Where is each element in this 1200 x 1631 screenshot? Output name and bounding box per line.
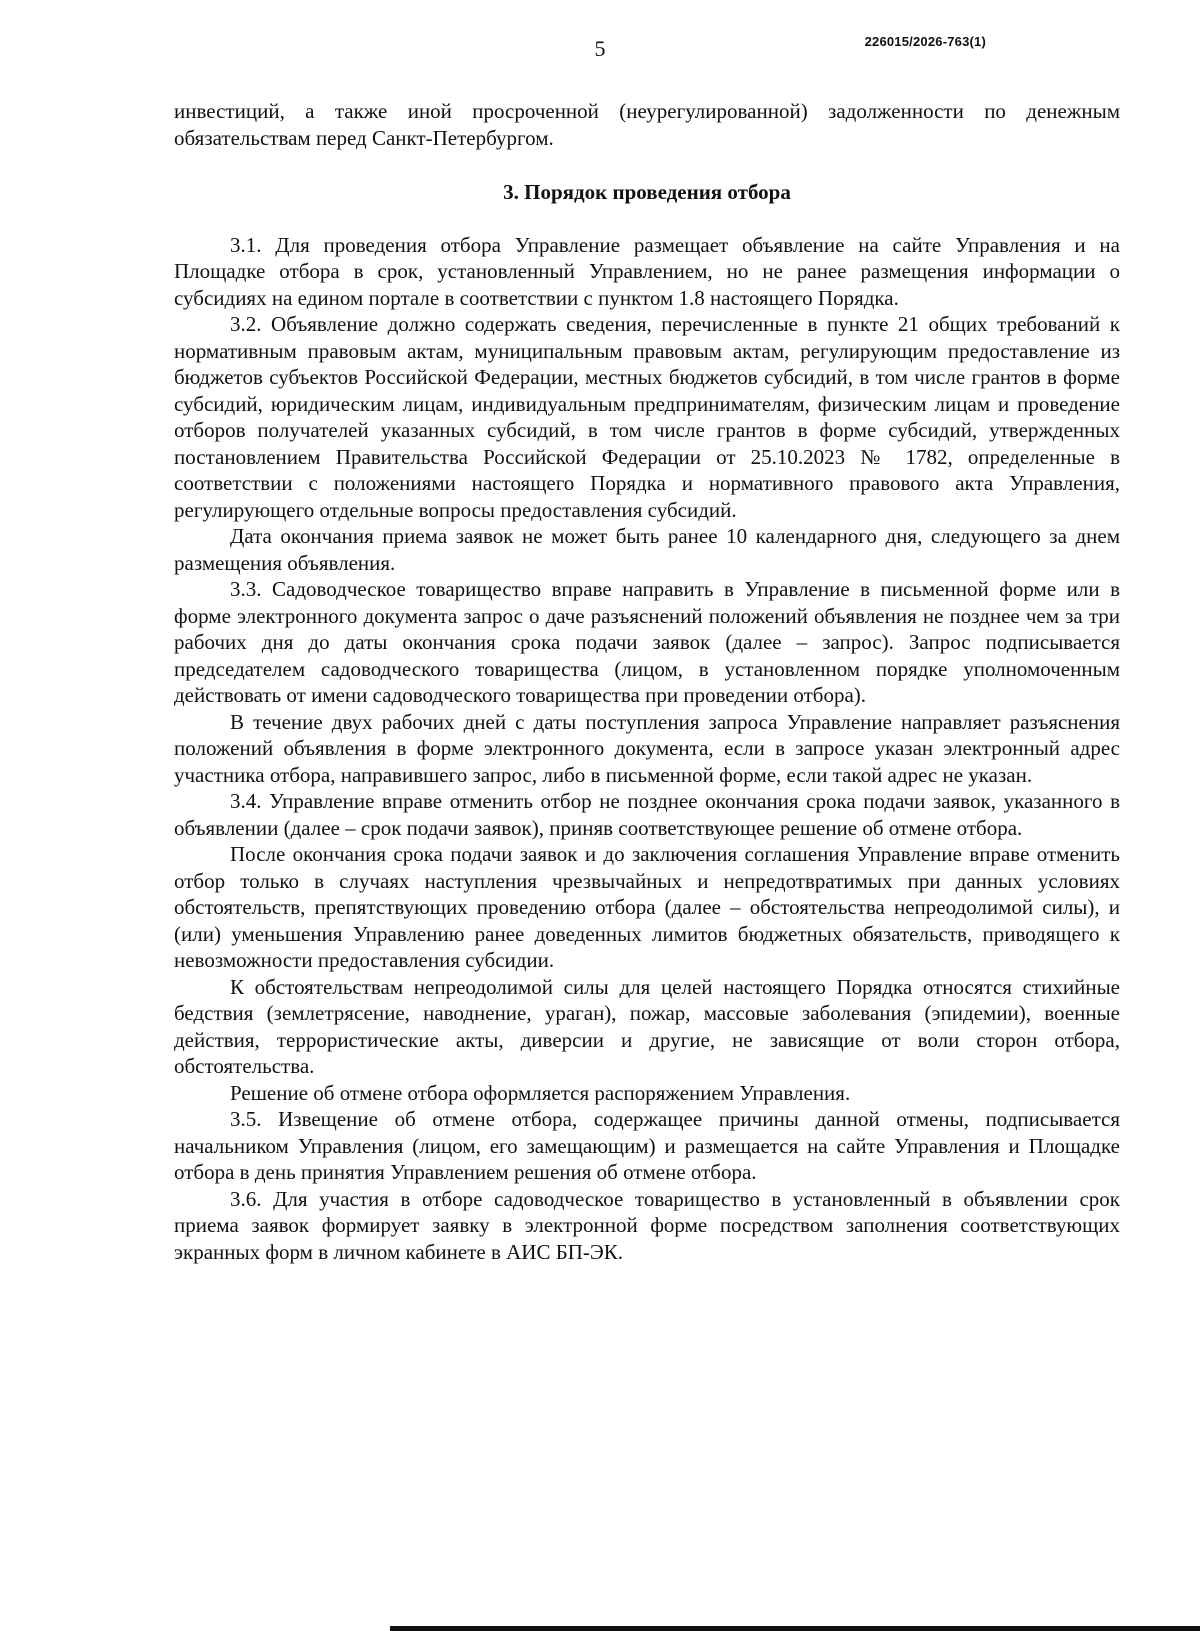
bottom-rule <box>390 1626 1200 1631</box>
document-body <box>174 98 1120 1265</box>
paragraph-3-5: 3.5. Извещение об отмене отбора, содержащее причины данной отмены, подписывается начальником Управления (лицом, его замещающим) и размещается на сайте Управления и Площадке отбора в день принятия Управлением решения об отмене отбора. <box>174 1107 1120 1184</box>
intro-paragraph: инвестиций, а также иной просроченной (неурегулированной) задолженности по денежным обязательствам перед Санкт-Петербургом. <box>174 99 1120 150</box>
paragraph-clarification: В течение двух рабочих дней с даты поступления запроса Управление направляет разъяснения положений объявления в форме электронного документа, если в запросе указан электронный адрес участника отбора, направившего запрос, либо в письменной форме, если такой адрес не указан. <box>174 709 1120 787</box>
paragraph-force-majeure: К обстоятельствам непреодолимой силы для целей настоящего Порядка относятся стихийные бедствия (землетрясение, наводнение, ураган), пожар, массовые заболевания (эпидемии), военные действия, террористические акты, диверсии и другие, не зависящие от воли сторон отбора, обстоятельства. <box>174 974 1120 1078</box>
paragraph-deadline: Дата окончания приема заявок не может быть ранее 10 календарного дня, следующего за днем размещения объявления. <box>174 524 1120 575</box>
section-title: 3. Порядок проведения отбора <box>503 180 791 204</box>
page-number: 5 <box>594 36 606 61</box>
paragraph-after-deadline: После окончания срока подачи заявок и до заключения соглашения Управление вправе отменить отбор только в случаях наступления чрезвычайных и непредотвратимых при данных условиях обстоятельств, препятствующих проведению отбора (далее – обстоятельства непреодолимой силы), и (или) уменьшения Управлению ранее доведенных лимитов бюджетных обязательств, приводящего к невозможности предоставления субсидии. <box>174 842 1120 972</box>
paragraph-3-4: 3.4. Управление вправе отменить отбор не позднее окончания срока подачи заявок, указанного в объявлении (далее – срок подачи заявок), приняв соответствующее решение об отмене отбора. <box>174 789 1120 840</box>
paragraph-3-1: 3.1. Для проведения отбора Управление размещает объявление на сайте Управления и на Площадке отбора в срок, установленный Управлением, но не ранее размещения информации о субсидиях на едином портале в соответствии с пунктом 1.8 настоящего Порядка. <box>174 232 1120 310</box>
paragraph-cancel-order: Решение об отмене отбора оформляется распоряжением Управления. <box>230 1080 851 1105</box>
document-id: 226015/2026-763(1) <box>864 34 986 49</box>
paragraph-3-3: 3.3. Садоводческое товарищество вправе направить в Управление в письменной форме или в форме электронного документа запрос о даче разъяснений положений объявления не позднее чем за три рабочих дня до даты окончания срока подачи заявок (далее – запрос). Запрос подписывается председателем садоводческого товарищества (лицом, в установленном порядке уполномоченным действовать от имени садоводческого товарищества при проведении отбора). <box>174 577 1120 707</box>
paragraph-3-2: 3.2. Объявление должно содержать сведения, перечисленные в пункте 21 общих требований к нормативным правовым актам, муниципальным правовым актам, регулирующим предоставление из бюджетов субъектов Российской Федерации, местных бюджетов субсидий, в том числе грантов в форме субсидий, юридическим лицам, индивидуальным предпринимателям, физическим лицам и проведение отборов получателей указанных субсидий, в том числе грантов в форме субсидий, утвержденных постановлением Правительства Российской Федерации от 25.10.2023 № 1782, определенные в соответствии с положениями настоящего Порядка и нормативного правового акта Управления, регулирующего отдельные вопросы предоставления субсидий. <box>174 312 1120 522</box>
paragraph-3-6: 3.6. Для участия в отборе садоводческое товарищество в установленный в объявлении срок приема заявок формирует заявку в электронной форме посредством заполнения соответствующих экранных форм в личном кабинете в АИС БП-ЭК. <box>174 1186 1120 1264</box>
